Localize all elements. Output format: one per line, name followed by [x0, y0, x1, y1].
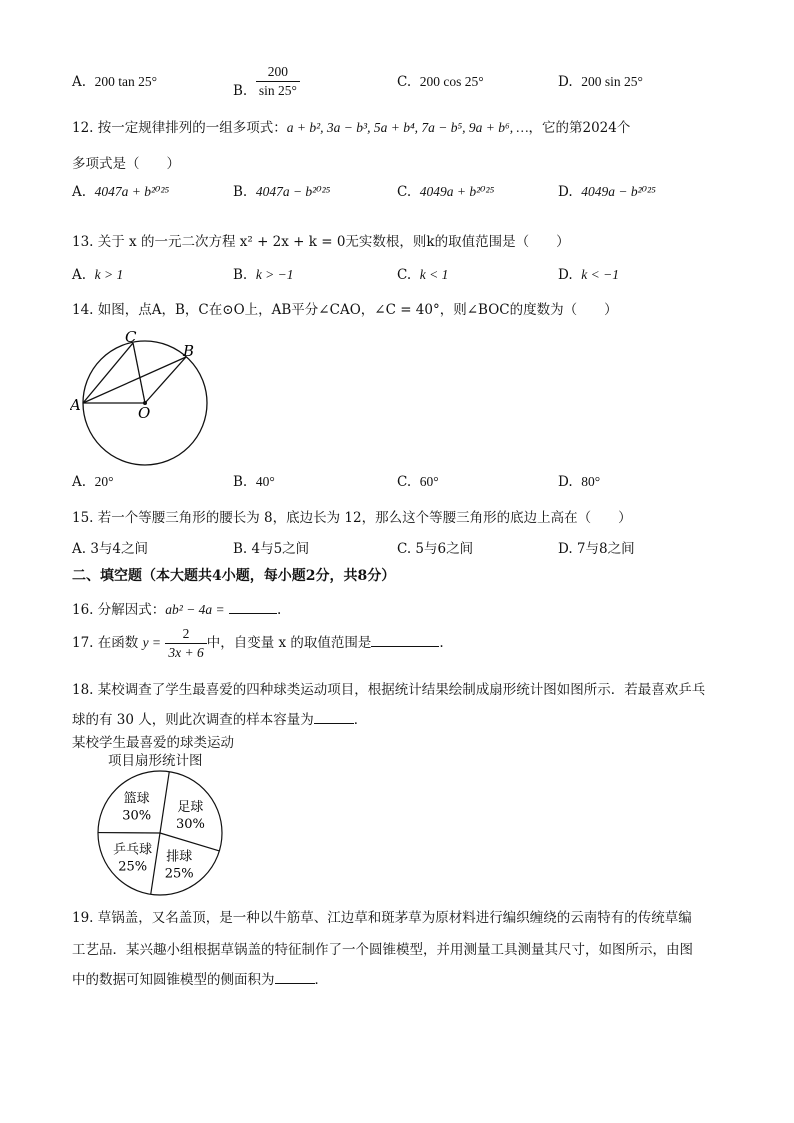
q16-expression: ab² − 4a =	[165, 602, 225, 617]
option-text: k > 1	[94, 267, 124, 282]
fraction-denominator: 3x + 6	[168, 645, 204, 660]
option-label: B.	[233, 474, 248, 490]
option-text: 4047a + b²⁰²⁵	[94, 184, 170, 199]
option-label: D.	[558, 474, 573, 490]
option-label: A.	[72, 184, 87, 200]
q17-lhs: y =	[142, 635, 162, 650]
option-label: C.	[397, 267, 412, 283]
option-label: A.	[72, 474, 87, 490]
q13-stem: 13. 关于 x 的一元二次方程 x² + 2x + k = 0无实数根，则k的取值范围是（ ）	[72, 234, 570, 250]
q11-option-c	[397, 74, 484, 90]
q18-stem-line1: 18. 某校调查了学生最喜爱的四种球类运动项目，根据统计结果绘制成扇形统计图如图所示．若最喜欢乒乓	[72, 682, 706, 698]
answer-blank[interactable]	[371, 634, 439, 647]
option-text: k < 1	[419, 267, 449, 282]
q14-stem: 14. 如图，点A，B，C在⊙O上，AB平分∠CAO，∠C = 40°，则∠BOC的度数为（ ）	[72, 302, 618, 318]
pie-slice-label: 排球	[166, 849, 193, 865]
q16-end: .	[276, 602, 282, 618]
answer-blank[interactable]	[275, 971, 315, 984]
option-text: k > −1	[255, 267, 294, 282]
option-text: 4047a − b²⁰²⁵	[255, 184, 331, 199]
option-label: C.	[397, 74, 412, 90]
segment-ob	[145, 357, 186, 403]
q14-option-d	[558, 474, 600, 490]
option-label: C.	[397, 474, 412, 490]
chart-title-line1: 某校学生最喜爱的球类运动	[72, 735, 234, 751]
option-text: 200 cos 25°	[419, 74, 484, 89]
option-text: 20°	[94, 474, 114, 489]
option-text: 40°	[255, 474, 275, 489]
q17-stem	[72, 626, 444, 661]
point-label-a: A	[70, 396, 81, 414]
q12-option-c	[397, 184, 494, 200]
segment-ab	[83, 357, 186, 403]
pie-slice-label: 篮球	[123, 791, 150, 807]
q18-line2-prefix: 球的有 30 人，则此次调查的样本容量为	[72, 712, 314, 728]
q12-option-d	[558, 184, 656, 200]
segment-co	[133, 343, 145, 403]
q13-option-d	[558, 267, 619, 283]
q14-circle-figure	[70, 322, 220, 472]
pie-slice-label: 足球	[177, 799, 204, 815]
point-label-c: C	[125, 328, 137, 346]
pie-slice-boundary	[160, 833, 219, 851]
option-label: B.	[233, 267, 248, 283]
q11-option-b	[233, 64, 300, 99]
q13-option-b	[233, 267, 294, 283]
option-label: A.	[72, 74, 87, 90]
q15-option-d: D. 7与8之间	[558, 541, 635, 557]
option-label: B.	[233, 184, 248, 200]
q12-option-a	[72, 184, 169, 200]
q12-prefix: 12. 按一定规律排列的一组多项式：	[72, 120, 287, 136]
pie-slice-value: 25%	[118, 859, 148, 875]
q14-option-a	[72, 474, 114, 490]
fraction-numerator: 200	[256, 64, 300, 82]
fraction	[256, 64, 300, 99]
q11-option-a	[72, 74, 157, 90]
option-text: 4049a + b²⁰²⁵	[419, 184, 495, 199]
q15-option-a: A. 3与4之间	[72, 541, 149, 557]
option-label: A.	[72, 267, 87, 283]
q12-series: a + b², 3a − b³, 5a + b⁴, 7a − b⁵, 9a + b⁶, …	[286, 120, 529, 135]
q12-stem-line2: 多项式是（ ）	[72, 156, 180, 172]
pie-slice-label: 乒乓球	[113, 842, 153, 858]
q13-option-c	[397, 267, 448, 283]
point-label-o: O	[138, 404, 151, 422]
q18-stem-line2	[72, 708, 367, 728]
fraction-denominator: sin 25°	[258, 83, 297, 98]
pie-slice-value: 25%	[164, 866, 194, 882]
answer-blank[interactable]	[229, 601, 277, 614]
q17-end: .	[439, 635, 444, 651]
q14-option-c	[397, 474, 439, 490]
pie-slice-boundary	[160, 772, 169, 833]
option-label: D.	[558, 267, 573, 283]
q19-line3-prefix: 中的数据可知圆锥模型的侧面积为	[72, 972, 275, 988]
q15-option-c: C. 5与6之间	[397, 541, 474, 557]
q17-suffix: 中，自变量 x 的取值范围是	[206, 635, 372, 651]
q17-prefix: 17. 在函数	[72, 635, 139, 651]
answer-blank[interactable]	[314, 711, 354, 724]
option-text: k < −1	[581, 267, 619, 282]
fraction-numerator: 2	[165, 626, 206, 644]
option-text: 200 sin 25°	[581, 74, 643, 89]
q19-stem-line1: 19. 草锅盖，又名盖顶，是一种以牛筋草、江边草和斑茅草为原材料进行编织缠绕的云南特有的传统草编	[72, 910, 692, 926]
q13-option-a	[72, 267, 123, 283]
q17-fraction	[165, 626, 206, 661]
chart-title-line2: 项目扇形统计图	[108, 753, 203, 769]
q12-stem	[72, 116, 630, 136]
section-title: 二、填空题（本大题共4小题，每小题2分，共8分）	[72, 568, 396, 584]
q16-prefix: 16. 分解因式：	[72, 602, 166, 618]
q11-option-d	[558, 74, 643, 90]
option-text: 80°	[581, 474, 601, 489]
option-label: D.	[558, 184, 573, 200]
q12-suffix: ，它的第2024个	[528, 120, 631, 136]
q19-stem-line2: 工艺品．某兴趣小组根据草锅盖的特征制作了一个圆锥模型，并用测量工具测量其尺寸，如图所示，由图	[72, 942, 693, 958]
pie-slice-value: 30%	[175, 816, 205, 832]
pie-slice-value: 30%	[122, 808, 152, 824]
point-label-b: B	[183, 342, 195, 360]
option-text: 4049a − b²⁰²⁵	[581, 184, 656, 199]
q18-pie-chart	[90, 768, 230, 898]
option-label: C.	[397, 184, 412, 200]
option-text: 60°	[419, 474, 439, 489]
option-label: D.	[558, 74, 573, 90]
q15-stem: 15. 若一个等腰三角形的腰长为 8，底边长为 12，那么这个等腰三角形的底边上高在（ ）	[72, 510, 632, 526]
q12-option-b	[233, 184, 330, 200]
option-text: 200 tan 25°	[94, 74, 158, 89]
q16-stem	[72, 598, 281, 618]
option-label: B.	[233, 83, 248, 99]
q19-line3-end: ．	[314, 972, 328, 988]
q19-stem-line3	[72, 968, 328, 988]
q14-option-b	[233, 474, 275, 490]
q18-line2-end: ．	[353, 712, 368, 728]
q15-option-b: B. 4与5之间	[233, 541, 310, 557]
